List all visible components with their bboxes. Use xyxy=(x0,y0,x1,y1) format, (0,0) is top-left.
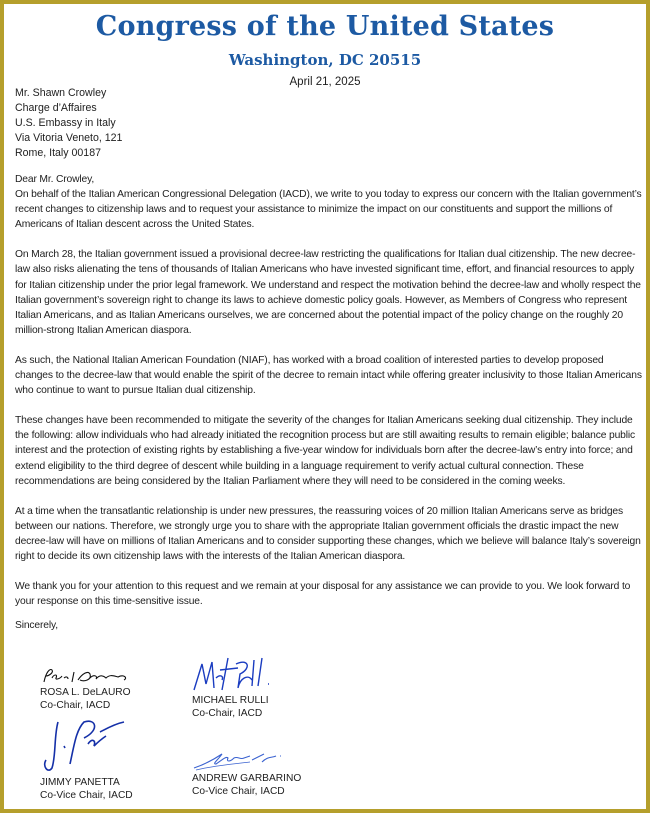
signature-block-panetta xyxy=(40,716,133,802)
paragraph-5: At a time when the transatlantic relationship is under new pressures, the reassuring voices of 20 million Italian Americans serve as bridges between our nations. Therefore, we strongly urge you to share with the appropriate Italian government officials the drastic impact the new decree-law will have on millions of Italian Americans and to consider supporting these changes, which we believe will balance Italy’s sovereign right to decide its own citizenship laws with the interests of the Italian American diaspora. xyxy=(15,505,641,562)
signature-block-garbarino xyxy=(192,748,301,798)
paragraph-3: As such, the National Italian American Foundation (NIAF), has worked with a broad coalition of interested parties to develop proposed changes to the decree-law that would enable the spirit of the decree to remain intact while offering greater inclusivity to those Italian Americans who continue to want to pursue Italian dual citizenship. xyxy=(15,354,642,397)
signatory-title: Co-Vice Chair, IACD xyxy=(192,786,285,797)
letter-date: April 21, 2025 xyxy=(289,76,361,88)
closing: Sincerely, xyxy=(15,620,58,632)
signature-icon xyxy=(192,654,292,694)
signature-icon xyxy=(40,664,140,686)
signatory-name: JIMMY PANETTA xyxy=(40,777,120,788)
signature-icon xyxy=(40,716,130,776)
paragraph-6: We thank you for your attention to this request and we remain at your disposal for any assistance we can provide to you. We look forward to your response on this time-sensitive issue. xyxy=(15,581,631,608)
signature-icon xyxy=(192,748,292,772)
recipient-city: Rome, Italy 00187 xyxy=(15,147,101,159)
recipient-title: Charge d’Affaires xyxy=(15,102,97,114)
recipient-organization: U.S. Embassy in Italy xyxy=(15,117,116,129)
recipient-name: Mr. Shawn Crowley xyxy=(15,87,107,99)
recipient-street: Via Vitoria Veneto, 121 xyxy=(15,132,123,144)
paragraph-4: These changes have been recommended to mitigate the severity of the changes for Italian Americans seeking dual citizenship. They include the following: allow individuals who had already initiated the recognition process but are still awaiting results to remain eligible; balance public interest and the protection of existing rights by establishing a five-year window for individuals born after the decree-law’s entry into force; and extend eligibility to the third degree of descent while building in a language requirement to verify actual cultural connection. These recommendations are being considered by the Italian Parliament where they will need to be considered in the coming weeks. xyxy=(15,415,636,487)
signatory-name: ANDREW GARBARINO xyxy=(192,773,302,784)
salutation: Dear Mr. Crowley, xyxy=(15,174,95,185)
paragraph-2: On March 28, the Italian government issued a provisional decree-law restricting the qualifications for Italian dual citizenship. The new decree-law also risks alienating the tens of thousands of Italian Americans who have invested significant time, effort, and financial resources to apply for Italian citizenship under the prior legal framework. We understand and respect the motivation behind the decree-law and wholly respect the Italian government’s sovereign right to change its laws to achieve domestic policy goals. However, as Members of Congress who represent Italian Americans, and as Italian Americans ourselves, we are concerned about the potential impact of the policy change on the roughly 20 million-strong Italian American diaspora. xyxy=(15,249,641,336)
signatory-title: Co-Chair, IACD xyxy=(40,700,111,711)
letterhead-title: Congress of the United States xyxy=(95,11,555,42)
signatory-name: ROSA L. DeLAURO xyxy=(40,687,131,698)
paragraph-1: On behalf of the Italian American Congressional Delegation (IACD), we write to you today to express our concern with the Italian government’s recent changes to citizenship laws and to request your assistance to minimize the impact on our constituents and support the millions of Americans of Italian descent across the United States. xyxy=(15,189,642,231)
signature-block-delauro xyxy=(40,664,140,712)
signatory-name: MICHAEL RULLI xyxy=(192,695,269,706)
letter-body xyxy=(15,172,643,633)
signatory-title: Co-Chair, IACD xyxy=(192,708,263,719)
signatory-title: Co-Vice Chair, IACD xyxy=(40,790,133,801)
signature-block-rulli xyxy=(192,654,292,720)
letterhead-address: Washington, DC 20515 xyxy=(228,51,422,69)
recipient-address xyxy=(15,86,122,161)
